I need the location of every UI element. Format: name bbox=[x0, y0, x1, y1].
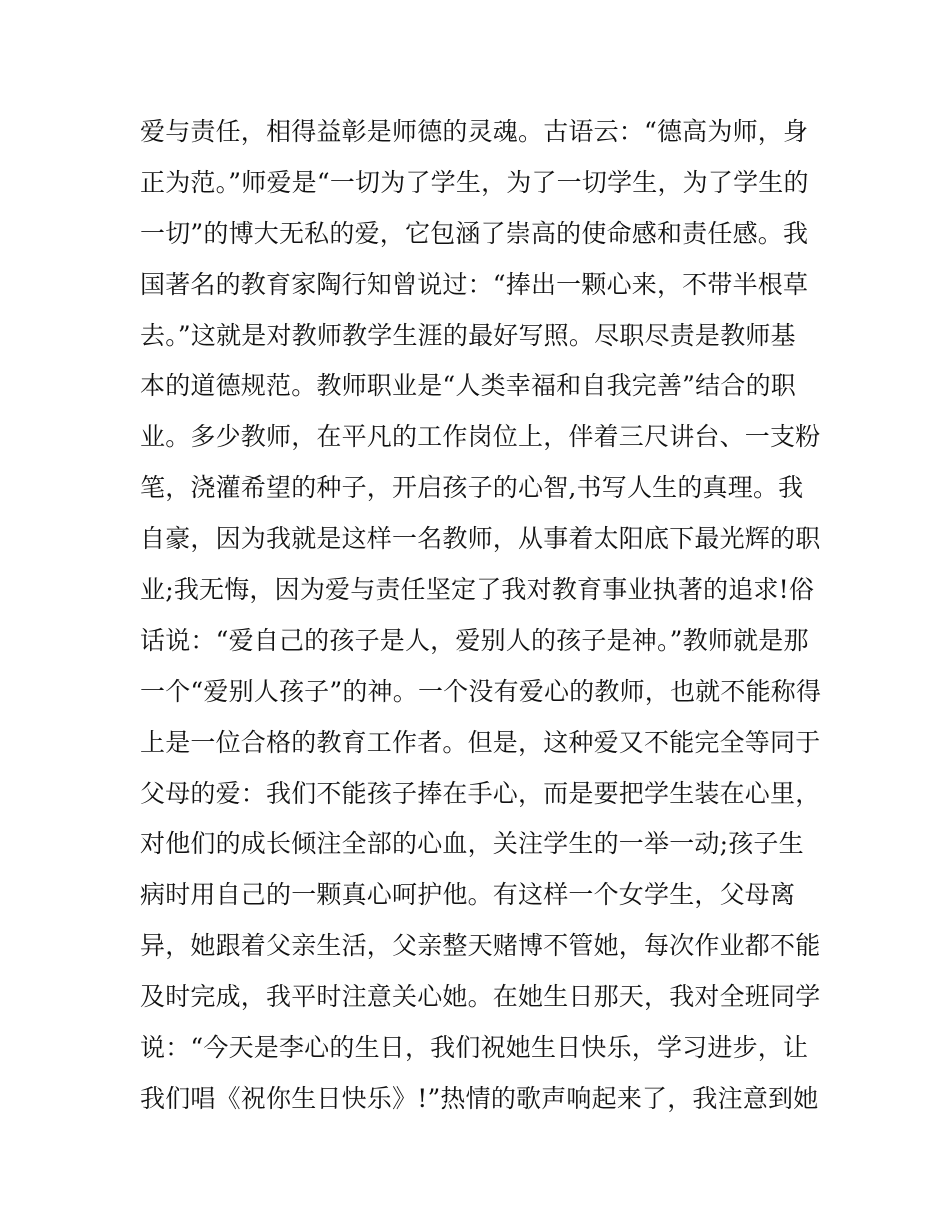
text-line: 本的道德规范。教师职业是“人类幸福和自我完善”结合的职 bbox=[140, 371, 796, 401]
text-line: 上是一位合格的教育工作者。但是，这种爱又不能完全等同于 bbox=[140, 727, 821, 757]
text-line: 异，她跟着父亲生活，父亲整天赌博不管她，每次作业都不能 bbox=[140, 931, 821, 961]
text-line: 笔，浇灌希望的种子，开启孩子的心智,书写人生的真理。我 bbox=[140, 473, 804, 503]
text-line: 父母的爱：我们不能孩子捧在手心，而是要把学生装在心里， bbox=[140, 778, 821, 808]
body-text bbox=[140, 107, 820, 1125]
text-line: 自豪，因为我就是这样一名教师，从事着太阳底下最光辉的职 bbox=[140, 524, 821, 554]
text-line: 爱与责任，相得益彰是师德的灵魂。古语云：“德高为师，身 bbox=[140, 117, 809, 146]
text-line: 去。”这就是对教师教学生涯的最好写照。尽职尽责是教师基 bbox=[140, 320, 796, 350]
text-line: 一切”的博大无私的爱，它包涵了崇高的使命感和责任感。我 bbox=[140, 218, 809, 248]
text-line: 对他们的成长倾注全部的心血，关注学生的一举一动;孩子生 bbox=[140, 829, 804, 859]
text-line: 业;我无悔，因为爱与责任坚定了我对教育事业执著的追求!俗 bbox=[140, 575, 815, 605]
text-line: 国著名的教育家陶行知曾说过：“捧出一颗心来，不带半根草 bbox=[140, 269, 809, 299]
text-line: 业。多少教师，在平凡的工作岗位上，伴着三尺讲台、一支粉 bbox=[140, 422, 821, 452]
text-line: 一个“爱别人孩子”的神。一个没有爱心的教师，也就不能称得 bbox=[140, 676, 822, 706]
text-line: 话说：“爱自己的孩子是人，爱别人的孩子是神。”教师就是那 bbox=[140, 625, 809, 655]
text-line: 病时用自己的一颗真心呵护他。有这样一个女学生，父母离 bbox=[140, 880, 796, 910]
text-line: 正为范。”师爱是“一切为了学生，为了一切学生，为了学生的 bbox=[140, 167, 809, 197]
text-line: 及时完成，我平时注意关心她。在她生日那天，我对全班同学 bbox=[140, 982, 821, 1012]
text-line: 我们唱《祝你生日快乐》!”热情的歌声响起来了，我注意到她 bbox=[140, 1083, 819, 1113]
text-line: 说：“今天是李心的生日，我们祝她生日快乐，学习进步，让 bbox=[140, 1033, 809, 1063]
